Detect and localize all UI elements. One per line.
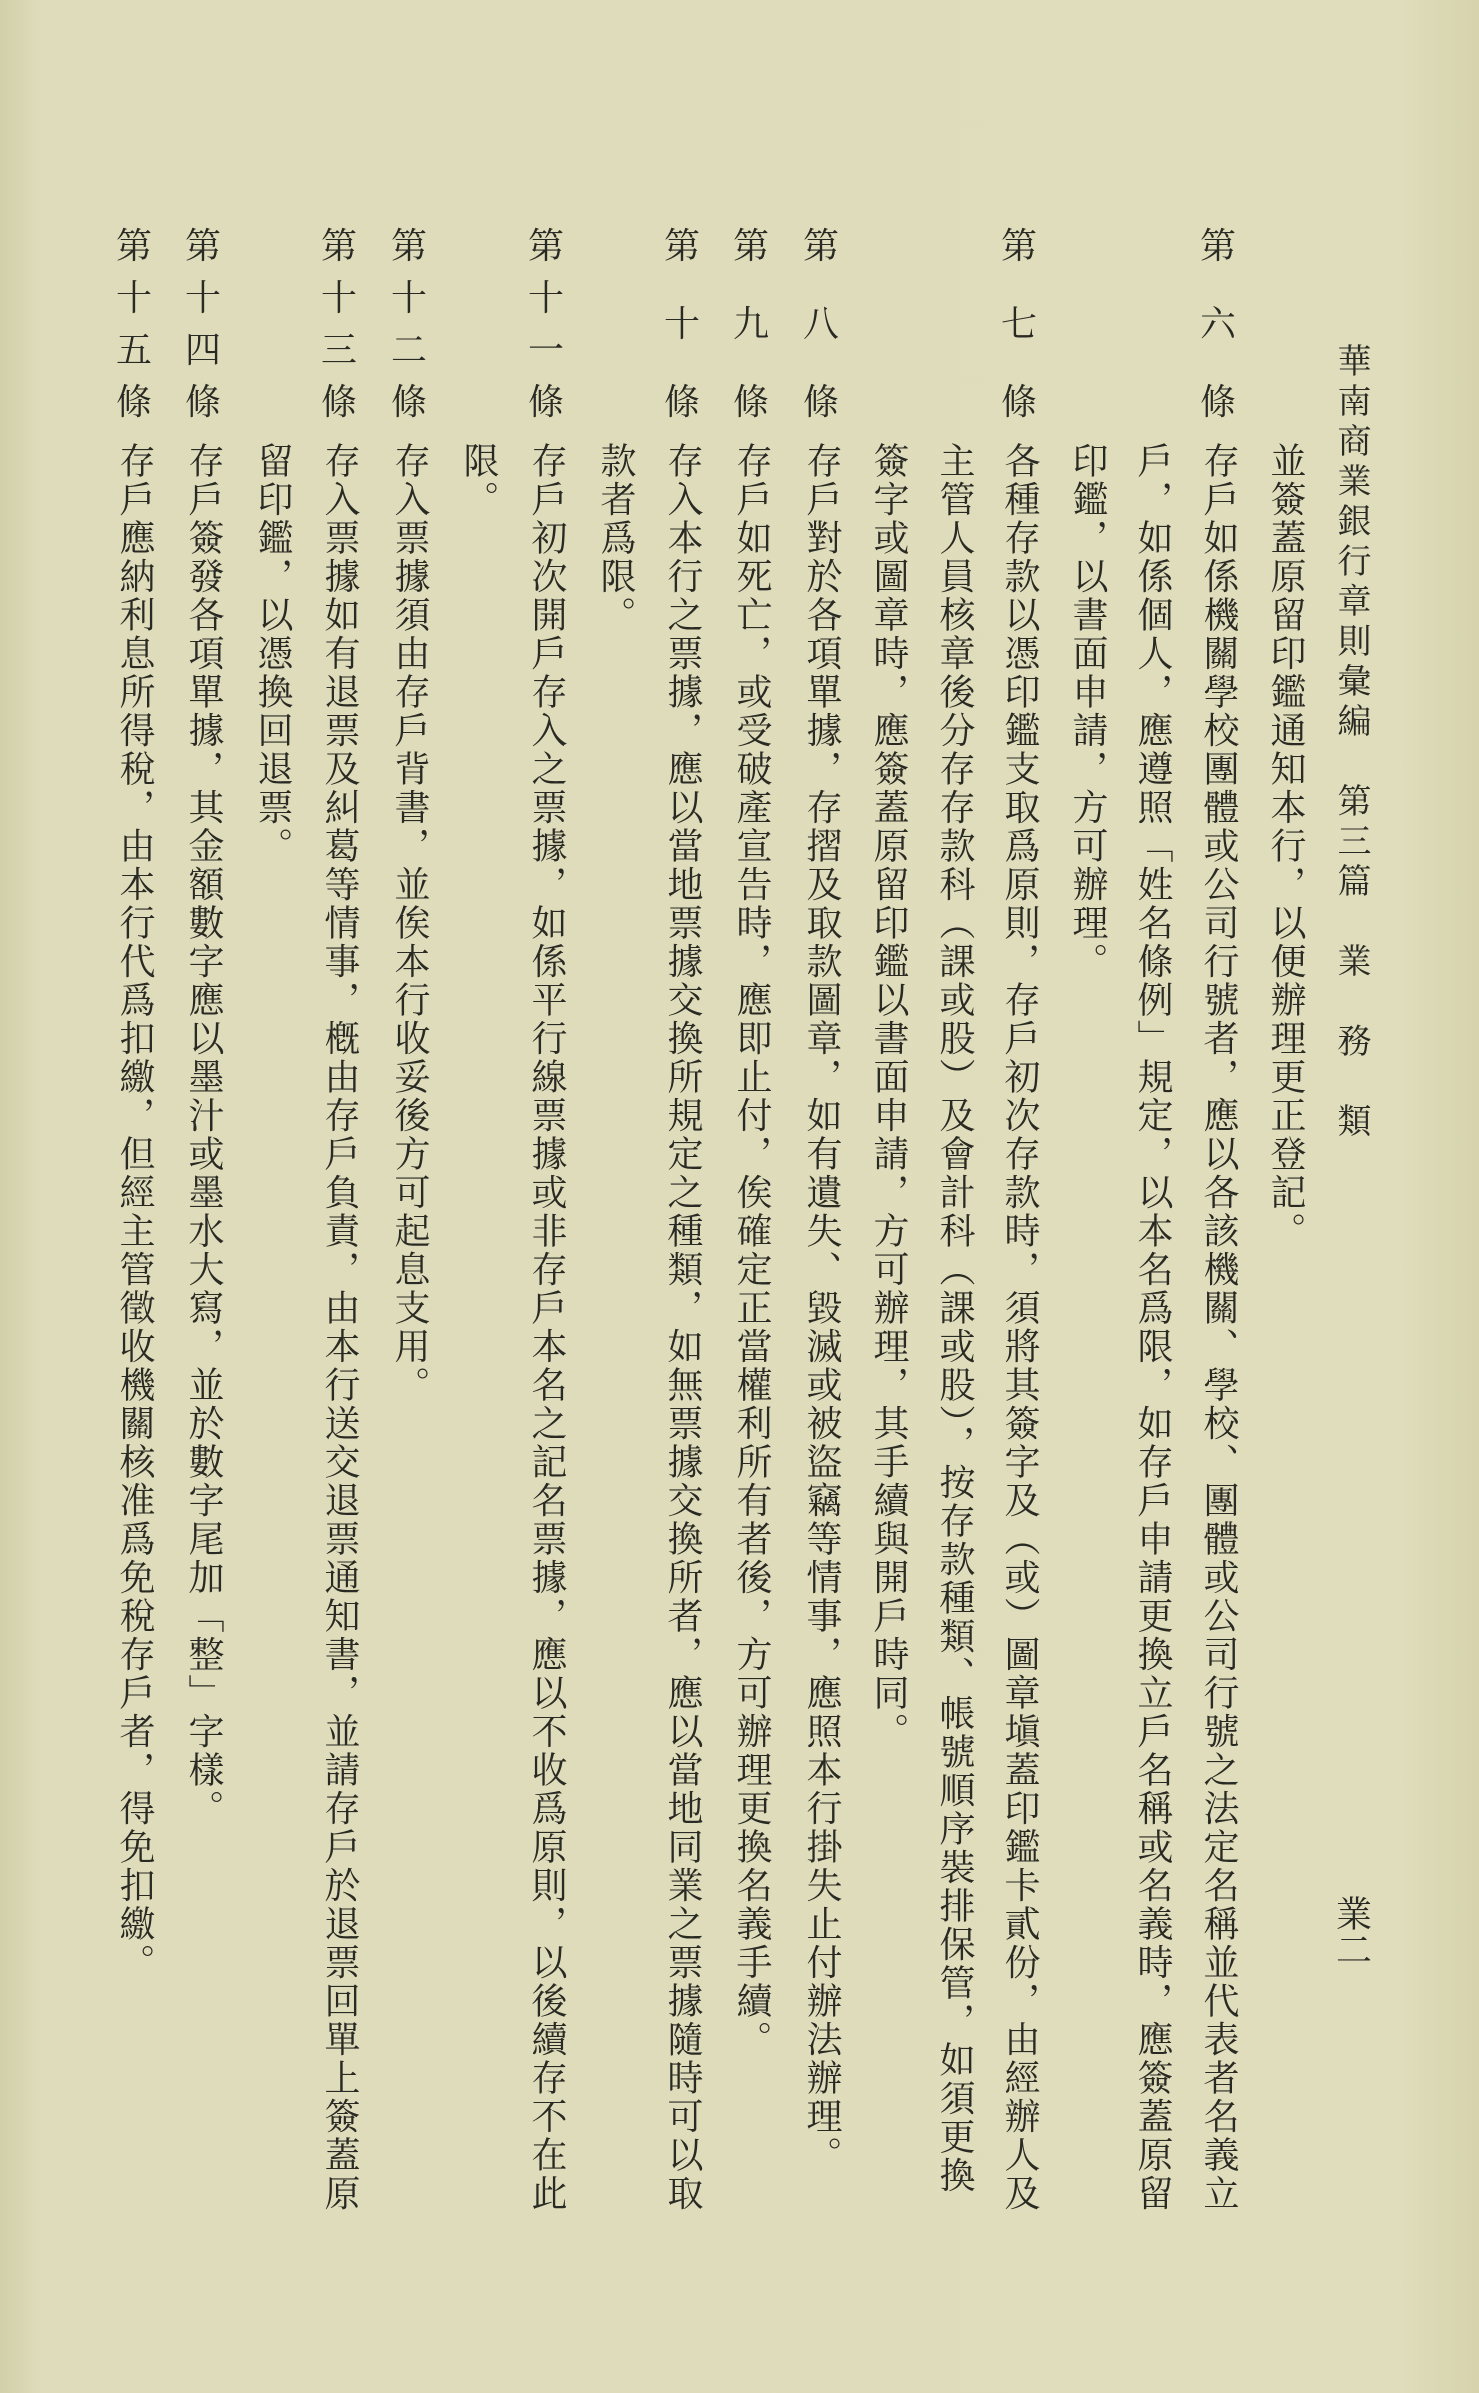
article-number bbox=[183, 226, 223, 423]
article-number-char: 條 bbox=[184, 382, 221, 423]
article-text-line: 存戶對於各項單據，存摺及取款圖章，如有遺失、毀滅或被盜竊等情事，應照本行掛失止付辦法辦理。 bbox=[801, 442, 842, 2175]
article-number-char: 十 bbox=[390, 278, 427, 319]
article-number bbox=[389, 226, 429, 423]
article-number-char: 第 bbox=[1000, 226, 1037, 267]
continuation-line: 並簽蓋原留印鑑通知本行，以便辦理更正登記。 bbox=[1265, 442, 1306, 1251]
article-number bbox=[999, 226, 1039, 423]
article-text-line: 留印鑑，以憑換回退票。 bbox=[252, 442, 293, 866]
article-number-char: 第 bbox=[115, 226, 152, 267]
page-number: 業二 bbox=[1330, 1895, 1372, 1967]
article-number-char: 條 bbox=[663, 382, 700, 423]
article-number-char: 三 bbox=[320, 330, 357, 371]
article-number-char: 第 bbox=[1199, 226, 1236, 267]
article-number-char: 條 bbox=[802, 382, 839, 423]
article-number-char: 五 bbox=[115, 330, 152, 371]
article-number-char: 條 bbox=[732, 382, 769, 423]
article-number-char: 七 bbox=[1000, 304, 1037, 345]
article-text-line: 限。 bbox=[458, 442, 499, 519]
article-number-char: 十 bbox=[184, 278, 221, 319]
article-number-char: 第 bbox=[184, 226, 221, 267]
article-number bbox=[801, 226, 841, 423]
article-number-char: 第 bbox=[390, 226, 427, 267]
article-text-line: 存入票據如有退票及糾葛等情事，槪由存戶負責，由本行送交退票通知書，並請存戶於退票回單上簽蓋原 bbox=[319, 442, 360, 2213]
article-number bbox=[114, 226, 154, 423]
article-text-line: 各種存款以憑印鑑支取爲原則，存戶初次存款時，須將其簽字及（或）圖章塡蓋印鑑卡貳份，由經辦人及 bbox=[999, 442, 1040, 2213]
article-number-char: 二 bbox=[390, 330, 427, 371]
article-number bbox=[1198, 226, 1238, 423]
article-text-line: 存入本行之票據，應以當地票據交換所規定之種類，如無票據交換所者，應以當地同業之票據隨時可以取 bbox=[662, 442, 703, 2213]
article-text-line: 簽字或圖章時，應簽蓋原留印鑑以書面申請，方可辦理，其手續與開戶時同。 bbox=[868, 442, 909, 1751]
article-number bbox=[526, 226, 566, 423]
article-number bbox=[662, 226, 702, 423]
article-text-line: 主管人員核章後分存存款科（課或股）及會計科（課或股），按存款種類、帳號順序裝排保管，如須更換 bbox=[934, 442, 975, 2195]
article-number-char: 條 bbox=[1199, 382, 1236, 423]
article-number-char: 條 bbox=[115, 382, 152, 423]
article-number-char: 八 bbox=[802, 304, 839, 345]
article-text-line: 存戶如死亡，或受破產宣告時，應即止付，俟確定正當權利所有者後，方可辦理更換名義手續。 bbox=[731, 442, 772, 2059]
article-number-char: 第 bbox=[802, 226, 839, 267]
article-text-line: 款者爲限。 bbox=[595, 442, 636, 635]
running-header: 華南商業銀行章則彙編 第三篇 業 務 類 bbox=[1331, 343, 1371, 1143]
article-number-char: 十 bbox=[320, 278, 357, 319]
article-number-char: 第 bbox=[527, 226, 564, 267]
article-number-char: 十 bbox=[663, 304, 700, 345]
article-number-char: 四 bbox=[184, 330, 221, 371]
article-number-char: 十 bbox=[527, 278, 564, 319]
article-text-line: 存戶初次開戶存入之票據，如係平行線票據或非存戶本名之記名票據，應以不收爲原則，以後續存不在此 bbox=[526, 442, 567, 2213]
article-number-char: 條 bbox=[527, 382, 564, 423]
article-number-char: 條 bbox=[390, 382, 427, 423]
article-text-line: 存戶應納利息所得稅，由本行代爲扣繳，但經主管徵收機關核准爲免稅存戶者，得免扣繳。 bbox=[114, 442, 155, 1982]
article-number bbox=[319, 226, 359, 423]
article-text-line: 存入票據須由存戶背書，並俟本行收妥後方可起息支用。 bbox=[389, 442, 430, 1405]
article-number-char: 九 bbox=[732, 304, 769, 345]
article-number-char: 一 bbox=[527, 330, 564, 371]
article-text-line: 存戶如係機關學校團體或公司行號者，應以各該機關、學校、團體或公司行號之法定名稱並代表者名義立 bbox=[1198, 442, 1239, 2213]
article-number bbox=[731, 226, 771, 423]
article-text-line: 印鑑，以書面申請，方可辦理。 bbox=[1067, 442, 1108, 981]
article-number-char: 第 bbox=[663, 226, 700, 267]
article-number-char: 十 bbox=[115, 278, 152, 319]
article-number-char: 條 bbox=[1000, 382, 1037, 423]
article-text-line: 戶，如係個人，應遵照「姓名條例」規定，以本名爲限，如存戶申請更換立戶名稱或名義時，應簽蓋原留 bbox=[1132, 442, 1173, 2213]
article-number-char: 六 bbox=[1199, 304, 1236, 345]
article-text-line: 存戶簽發各項單據，其金額數字應以墨汁或墨水大寫，並於數字尾加「整」字樣。 bbox=[183, 442, 224, 1828]
article-number-char: 第 bbox=[320, 226, 357, 267]
article-number-char: 第 bbox=[732, 226, 769, 267]
article-number-char: 條 bbox=[320, 382, 357, 423]
